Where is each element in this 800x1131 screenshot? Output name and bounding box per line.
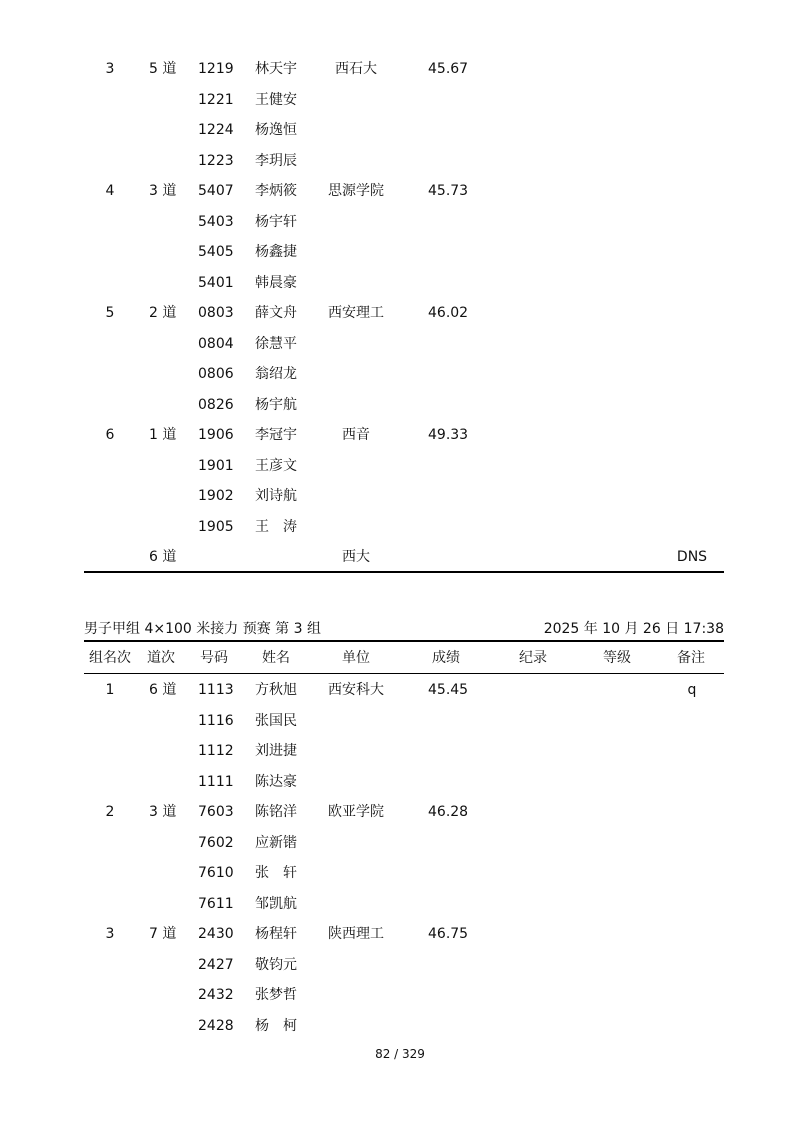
runner-row xyxy=(0,985,800,1005)
runner-number: 5403 xyxy=(198,214,234,230)
runner-row xyxy=(0,212,800,232)
runner-number: 1112 xyxy=(198,743,234,759)
runner-number: 1902 xyxy=(198,488,234,504)
runner-number: 1905 xyxy=(198,519,234,535)
team-row xyxy=(0,680,800,700)
page-number: 82 / 329 xyxy=(375,1047,425,1061)
runner-row xyxy=(0,711,800,731)
team-rank: 3 xyxy=(105,926,115,942)
col-header-number: 号码 xyxy=(200,650,228,666)
team-rank: 1 xyxy=(105,682,115,698)
team-result: 46.75 xyxy=(428,926,469,942)
team-unit: 西安理工 xyxy=(328,305,384,321)
team-result: 45.45 xyxy=(428,682,469,698)
runner-number: 0803 xyxy=(198,305,234,321)
runner-row xyxy=(0,242,800,262)
column-header-row xyxy=(0,648,800,668)
runner-row xyxy=(0,364,800,384)
runner-number: 2427 xyxy=(198,957,234,973)
runner-row xyxy=(0,334,800,354)
team-unit: 西石大 xyxy=(335,61,377,77)
runner-row xyxy=(0,863,800,883)
runner-row xyxy=(0,151,800,171)
team-unit: 西音 xyxy=(342,427,370,443)
runner-name: 张国民 xyxy=(255,713,297,729)
runner-number: 5407 xyxy=(198,183,234,199)
runner-name: 方秋旭 xyxy=(255,682,297,698)
col-header-remark: 备注 xyxy=(677,650,705,666)
runner-row xyxy=(0,1016,800,1036)
team-lane: 2 道 xyxy=(149,305,177,321)
team-row xyxy=(0,59,800,79)
team-result: 46.02 xyxy=(428,305,469,321)
runner-row xyxy=(0,120,800,140)
heat-datetime: 2025 年 10 月 26 日 17:38 xyxy=(543,621,724,637)
runner-row xyxy=(0,456,800,476)
runner-number: 0804 xyxy=(198,336,234,352)
team-rank: 6 xyxy=(105,427,115,443)
runner-number: 5405 xyxy=(198,244,234,260)
runner-number: 1223 xyxy=(198,153,234,169)
runner-name: 李冠宇 xyxy=(255,427,297,443)
team-result: 45.67 xyxy=(428,61,469,77)
col-header-rank: 组名次 xyxy=(89,650,131,666)
runner-number: 7602 xyxy=(198,835,234,851)
runner-name: 韩晨豪 xyxy=(255,275,297,291)
runner-name: 翁绍龙 xyxy=(255,366,297,382)
runner-number: 1219 xyxy=(198,61,234,77)
runner-row xyxy=(0,273,800,293)
runner-number: 5401 xyxy=(198,275,234,291)
runner-name: 应新锴 xyxy=(255,835,297,851)
runner-name: 王彦文 xyxy=(255,458,297,474)
runner-number: 1224 xyxy=(198,122,234,138)
runner-name: 薛文舟 xyxy=(255,305,297,321)
runner-number: 7611 xyxy=(198,896,234,912)
runner-number: 1906 xyxy=(198,427,234,443)
header-top-rule xyxy=(84,640,724,642)
col-header-lane: 道次 xyxy=(147,650,175,666)
runner-number: 1221 xyxy=(198,92,234,108)
runner-number: 1113 xyxy=(198,682,234,698)
team-row xyxy=(0,924,800,944)
team-lane: 3 道 xyxy=(149,804,177,820)
runner-row xyxy=(0,772,800,792)
team-result: 45.73 xyxy=(428,183,469,199)
runner-number: 2432 xyxy=(198,987,234,1003)
runner-row xyxy=(0,486,800,506)
team-rank: 5 xyxy=(105,305,115,321)
runner-name: 杨逸恒 xyxy=(255,122,297,138)
team-rank: 4 xyxy=(105,183,115,199)
runner-name: 陈达豪 xyxy=(255,774,297,790)
team-result: 49.33 xyxy=(428,427,469,443)
runner-name: 刘诗航 xyxy=(255,488,297,504)
runner-row xyxy=(0,90,800,110)
dns-row xyxy=(0,547,800,567)
runner-number: 2428 xyxy=(198,1018,234,1034)
runner-name: 刘进捷 xyxy=(255,743,297,759)
team-lane: 7 道 xyxy=(149,926,177,942)
runner-name: 敬钧元 xyxy=(255,957,297,973)
runner-name: 徐慧平 xyxy=(255,336,297,352)
runner-row xyxy=(0,955,800,975)
col-header-result: 成绩 xyxy=(432,650,460,666)
team-result: 46.28 xyxy=(428,804,469,820)
team-rank: 3 xyxy=(105,61,115,77)
runner-number: 2430 xyxy=(198,926,234,942)
runner-name: 王健安 xyxy=(255,92,297,108)
runner-row xyxy=(0,894,800,914)
runner-name: 陈铭洋 xyxy=(255,804,297,820)
team-lane: 5 道 xyxy=(149,61,177,77)
header-bottom-rule xyxy=(84,673,724,674)
runner-number: 0806 xyxy=(198,366,234,382)
runner-number: 1111 xyxy=(198,774,234,790)
runner-number: 1116 xyxy=(198,713,234,729)
runner-name: 杨程轩 xyxy=(255,926,297,942)
runner-row xyxy=(0,833,800,853)
dns-lane: 6 道 xyxy=(149,549,177,565)
runner-name: 王 涛 xyxy=(255,519,297,535)
team-row xyxy=(0,303,800,323)
runner-name: 张梦哲 xyxy=(255,987,297,1003)
col-header-record: 纪录 xyxy=(519,650,547,666)
team-unit: 欧亚学院 xyxy=(328,804,384,820)
dns-unit: 西大 xyxy=(342,549,370,565)
runner-number: 7610 xyxy=(198,865,234,881)
team-lane: 6 道 xyxy=(149,682,177,698)
team-rank: 2 xyxy=(105,804,115,820)
runner-name: 邹凯航 xyxy=(255,896,297,912)
team-lane: 3 道 xyxy=(149,183,177,199)
runner-number: 7603 xyxy=(198,804,234,820)
team-row xyxy=(0,425,800,445)
col-header-grade: 等级 xyxy=(603,650,631,666)
runner-name: 林天宇 xyxy=(255,61,297,77)
team-row xyxy=(0,181,800,201)
team-lane: 1 道 xyxy=(149,427,177,443)
team-unit: 西安科大 xyxy=(328,682,384,698)
section-end-rule xyxy=(84,571,724,573)
runner-name: 张 轩 xyxy=(255,865,297,881)
team-unit: 陕西理工 xyxy=(328,926,384,942)
team-remark: q xyxy=(687,682,697,698)
runner-name: 杨宇航 xyxy=(255,397,297,413)
runner-name: 杨宇轩 xyxy=(255,214,297,230)
runner-row xyxy=(0,517,800,537)
dns-remark: DNS xyxy=(676,549,708,565)
runner-number: 0826 xyxy=(198,397,234,413)
runner-number: 1901 xyxy=(198,458,234,474)
runner-row xyxy=(0,741,800,761)
heat-title: 男子甲组 4×100 米接力 预赛 第 3 组 xyxy=(84,621,321,637)
runner-name: 李炳筱 xyxy=(255,183,297,199)
team-row xyxy=(0,802,800,822)
team-unit: 思源学院 xyxy=(328,183,384,199)
col-header-unit: 单位 xyxy=(342,650,370,666)
runner-name: 杨鑫捷 xyxy=(255,244,297,260)
runner-name: 李玥辰 xyxy=(255,153,297,169)
runner-name: 杨 柯 xyxy=(255,1018,297,1034)
col-header-name: 姓名 xyxy=(262,650,290,666)
runner-row xyxy=(0,395,800,415)
